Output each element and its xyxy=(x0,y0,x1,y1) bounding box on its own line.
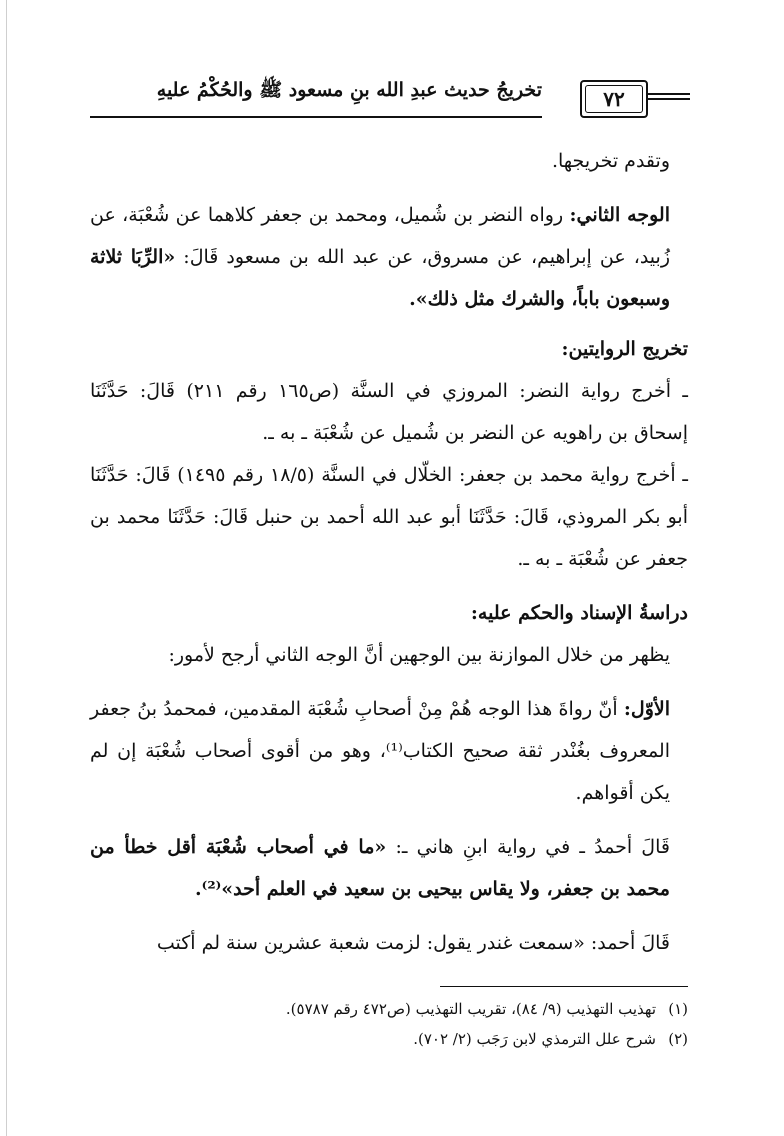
paragraph-5: يظهر من خلال الموازنة بين الوجهين أنَّ الوجه الثاني أرجح لأمور: xyxy=(168,644,670,666)
section-heading-isnad: دراسةُ الإسناد والحكم عليه: xyxy=(470,602,688,624)
page-number: ٧٢ xyxy=(585,85,643,113)
page-header xyxy=(90,70,690,126)
footnote-2 xyxy=(90,1024,688,1054)
paragraph-8: قَالَ أحمد: «سمعت غندر يقول: لزمت شعبة عشرين سنة لم أكتب xyxy=(156,932,670,954)
footnotes xyxy=(90,994,688,1054)
footnote-1 xyxy=(90,994,688,1024)
page-number-box xyxy=(580,80,648,118)
second-aspect-label: الوجه الثاني: xyxy=(569,204,670,226)
running-title: تخريجُ حديث عبدِ الله بنِ مسعود ﷺ والحُكْمُ عليهِ xyxy=(156,79,542,101)
paragraph-2 xyxy=(90,194,688,320)
paragraph-6 xyxy=(90,688,688,814)
header-ornament-line-bottom xyxy=(648,98,690,100)
paragraph-3: ـ أخرج رواية النضر: المروزي في السنَّة (ص١٦٥ رقم ٢١١) قَالَ: حَدَّثَنَا إسحاق بن راهويه عن النضر بن شُميل عن شُعْبَة ـ به ـ. xyxy=(90,380,688,444)
ahmad-intro: قَالَ أحمدُ ـ في رواية ابنِ هاني ـ: xyxy=(386,836,670,858)
footnote-number: (١) xyxy=(668,1000,688,1018)
paragraph-7 xyxy=(90,826,688,910)
footnote-text: شرح علل الترمذي لابن رَجَب (٢/ ٧٠٢). xyxy=(413,1030,656,1048)
paragraph-4: ـ أخرج رواية محمد بن جعفر: الخلّال في السنَّة (١٨/٥ رقم ١٤٩٥) قَالَ: حَدَّثَنَا أبو بكر المروذي، قَالَ: حَدَّثَنَا أبو عبد الله أحمد بن حنبل قَالَ: حَدَّثَنَا محمد بن جعفر عن شُعْبَة ـ به ـ. xyxy=(90,464,688,570)
ahmad-quote: «ما في أصحاب شُعْبَة أقل خطأ من محمد بن جعفر، ولا يقاس بيحيى بن سعيد في العلم أحد»⁽²⁾. xyxy=(90,836,670,900)
first-reason-label: الأوّل: xyxy=(623,698,670,720)
footnote-text: تهذيب التهذيب (٩/ ٨٤)، تقريب التهذيب (ص٤٧٢ رقم ٥٧٨٧). xyxy=(285,1000,656,1018)
header-ornament-line-top xyxy=(648,93,690,95)
section-heading-takhrij: تخريج الروايتين: xyxy=(561,338,688,360)
footnote-number: (٢) xyxy=(668,1030,688,1048)
first-reason-text: أنّ رواةَ هذا الوجه هُمْ مِنْ أصحابِ شُعْبَة المقدمين، فمحمدُ بنُ جعفر المعروف بغُنْدر ثقة صحيح الكتاب⁽¹⁾، وهو من أقوى أصحاب شُعْبَة إن لم يكن أقواهم. xyxy=(90,698,670,804)
hadith-quote: «الرِّبَا ثلاثة وسبعون باباً، والشرك مثل ذلك». xyxy=(90,246,670,310)
second-aspect-text: رواه النضر بن شُميل، ومحمد بن جعفر كلاهما عن شُعْبَة، عن زُبيد، عن إبراهيم، عن مسروق، عن عبد الله بن مسعود قَالَ: xyxy=(90,204,671,268)
footnote-separator xyxy=(440,986,688,987)
paragraph-1: وتقدم تخريجها. xyxy=(551,150,670,172)
page-edge-rule xyxy=(6,0,7,1136)
header-rule xyxy=(90,116,542,118)
main-text xyxy=(90,140,688,976)
